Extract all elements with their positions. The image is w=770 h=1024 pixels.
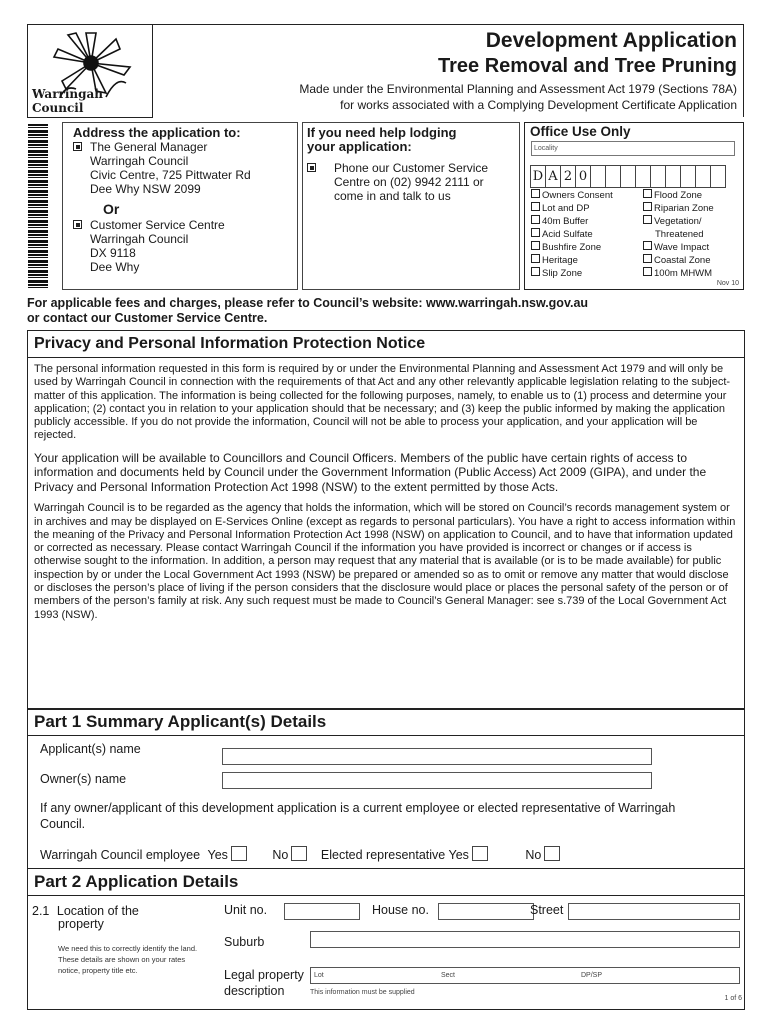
office-checkbox[interactable] (643, 254, 652, 263)
address-line: Dee Why NSW 2099 (90, 182, 201, 196)
office-check-label: Coastal Zone (654, 255, 711, 266)
address-line: Customer Service Centre (90, 218, 225, 232)
da-cell[interactable] (695, 165, 710, 188)
office-heading: Office Use Only (530, 124, 631, 139)
location-label-line: Location of the (56, 904, 139, 918)
part2-heading: Part 2 Application Details (28, 869, 744, 896)
office-check-label: Riparian Zone (654, 203, 714, 214)
help-heading-line: your application: (307, 139, 412, 154)
employee-yes-checkbox[interactable] (231, 846, 247, 861)
office-check-item (531, 202, 613, 215)
location-note: We need this to correctly identify the land. These details are shown on your rates notice, property title etc. (58, 944, 198, 975)
help-heading (303, 123, 519, 154)
part2-section (27, 868, 745, 1010)
dpsp-label: DP/SP (581, 972, 603, 979)
form-title: Development Application (485, 29, 737, 52)
applicant-name-input[interactable] (222, 748, 652, 765)
street-input[interactable] (568, 903, 740, 920)
bullet-icon (307, 163, 316, 172)
house-label: House no. (372, 903, 429, 917)
employee-no-checkbox[interactable] (291, 846, 307, 861)
legal-label-line: Legal property (224, 968, 304, 982)
office-check-label: Slip Zone (542, 268, 583, 279)
privacy-paragraph-1: The personal information requested in this form is required by or under the Environmental Planning and Assessment Act 1979 and will only be used by Warringah Council in connection with the requirements of that Act and any other relevantly applicable legislation relating to the subject-matter of this application. The information is being collected for the following purposes, namely, to enable us to (1) process and determine your application; (2) contact you in relation to your application should that be necessary; and (3) keep the public informed by making the application publicly accessible. If you do not provide the information, Council will not be able to process your application, and your application will be rejected. (34, 363, 731, 442)
form-version: Nov 10 (716, 280, 739, 287)
sect-label: Sect (441, 972, 456, 979)
elected-label: Elected representative Yes (320, 848, 469, 862)
office-check-item (643, 228, 714, 241)
help-body (307, 161, 488, 203)
da-cell[interactable] (605, 165, 620, 188)
privacy-section (27, 330, 745, 710)
help-heading-line: If you need help lodging (307, 125, 457, 140)
council-name: Warringah Council (32, 87, 104, 115)
suburb-input[interactable] (310, 931, 740, 948)
da-cell[interactable]: D (530, 165, 545, 188)
title-block (151, 24, 744, 117)
unit-label: Unit no. (224, 903, 268, 917)
fees-note (27, 296, 588, 326)
applicant-label: Applicant(s) name (40, 742, 141, 756)
part1-heading: Part 1 Summary Applicant(s) Details (28, 708, 744, 736)
office-check-item (643, 189, 714, 202)
da-cell[interactable] (710, 165, 726, 188)
office-check-label: Threatened (655, 229, 704, 240)
office-checkbox[interactable] (531, 215, 540, 224)
form-subtitle: Tree Removal and Tree Pruning (438, 55, 737, 77)
office-checkbox[interactable] (643, 189, 652, 198)
legal-description-input[interactable] (310, 967, 740, 984)
da-cell[interactable] (665, 165, 680, 188)
da-cell[interactable] (680, 165, 695, 188)
office-check-item (643, 267, 714, 280)
help-line: Phone our Customer Service (334, 161, 489, 175)
supplied-note: This information must be supplied (310, 989, 415, 996)
locality-field[interactable]: Locality (531, 141, 735, 156)
office-checks-left (531, 189, 613, 280)
office-checkbox[interactable] (643, 241, 652, 250)
office-checkbox[interactable] (531, 189, 540, 198)
office-check-item (643, 202, 714, 215)
unit-input[interactable] (284, 903, 360, 920)
or-label: Or (103, 201, 120, 217)
office-checkbox[interactable] (531, 254, 540, 263)
office-checkbox[interactable] (531, 267, 540, 276)
house-input[interactable] (438, 903, 534, 920)
address-box (62, 122, 298, 290)
office-check-label: Vegetation/ (654, 216, 702, 227)
location-label-line: property (58, 917, 104, 931)
employee-label: Warringah Council employee (40, 848, 201, 862)
da-number-field[interactable] (530, 165, 726, 188)
employee-question: If any owner/applicant of this development application is a current employee or elected representative of Warringah Council. (40, 801, 676, 831)
fees-line-2: or contact our Customer Service Centre. (27, 311, 268, 325)
office-check-label: Flood Zone (654, 190, 703, 201)
office-check-item (531, 215, 613, 228)
office-check-item (643, 254, 714, 267)
address-line: Dee Why (90, 260, 140, 274)
location-label (32, 905, 139, 931)
legislation-note (299, 81, 737, 113)
office-checkbox[interactable] (643, 202, 652, 211)
suburb-label: Suburb (224, 935, 265, 949)
barcode (28, 124, 48, 288)
elected-yes-checkbox[interactable] (472, 846, 488, 861)
address-item-2 (73, 218, 225, 274)
address-line: Warringah Council (90, 154, 189, 168)
office-checkbox[interactable] (531, 241, 540, 250)
address-line: The General Manager (90, 140, 208, 154)
da-cell[interactable] (590, 165, 605, 188)
no-label: No (525, 848, 542, 862)
office-checkbox[interactable] (643, 215, 652, 224)
address-line: Civic Centre, 725 Pittwater Rd (90, 168, 251, 182)
fees-line-1: For applicable fees and charges, please refer to Council’s website: www.warringah.nsw.gov.au (27, 296, 589, 310)
address-item-1 (73, 140, 251, 196)
office-checkbox[interactable] (531, 202, 540, 211)
legal-description-label (224, 967, 304, 999)
help-box (302, 122, 520, 290)
office-check-label: Owners Consent (542, 190, 613, 201)
page-number: 1 of 6 (724, 995, 742, 1002)
legislation-line-2: for works associated with a Complying Development Certificate Application (340, 98, 737, 112)
office-checkbox[interactable] (531, 228, 540, 237)
office-checks-right (643, 189, 714, 280)
address-line: DX 9118 (90, 246, 136, 260)
office-check-label: Wave Impact (654, 242, 710, 253)
privacy-heading: Privacy and Personal Information Protection Notice (28, 331, 744, 358)
da-cell[interactable]: 2 (560, 165, 575, 188)
part1-section (27, 708, 745, 869)
bullet-icon (73, 220, 82, 229)
yes-label: Yes (207, 848, 228, 862)
bullet-icon (73, 142, 82, 151)
owner-label: Owner(s) name (40, 772, 127, 786)
office-check-item (531, 189, 613, 202)
privacy-paragraph-2: Your application will be available to Councillors and Council Officers. Members of the public have certain rights of access to information and documents held by Council under the Government Information (Public Access) Act 2009 (GIPA), and under the Privacy and Personal Information Protection Act 1998 (NSW) to the extent permitted by those Acts. (34, 450, 707, 494)
lot-label: Lot (314, 972, 324, 979)
street-label: Street (530, 903, 564, 917)
legislation-line-1: Made under the Environmental Planning and Assessment Act 1979 (Sections 78A) (299, 82, 737, 96)
address-line: Warringah Council (90, 232, 189, 246)
office-check-item (531, 228, 613, 241)
office-check-item (531, 241, 613, 254)
office-check-label: Acid Sulfate (542, 229, 593, 240)
office-use-box (524, 122, 744, 290)
office-check-item (531, 267, 613, 280)
da-cell[interactable]: 0 (575, 165, 590, 188)
address-heading: Address the application to: (73, 125, 241, 140)
help-line: come in and talk to us (334, 189, 451, 203)
office-checkbox[interactable] (643, 267, 652, 276)
item-number: 2.1 (32, 904, 50, 918)
elected-no-checkbox[interactable] (544, 846, 560, 861)
council-logo (27, 24, 153, 118)
help-line: Centre on (02) 9942 2111 or (334, 175, 484, 189)
no-label: No (272, 848, 289, 862)
da-cell[interactable] (620, 165, 635, 188)
office-check-item (531, 254, 613, 267)
da-cell[interactable]: A (545, 165, 560, 188)
legal-label-line: description (224, 984, 285, 998)
privacy-paragraph-3: Warringah Council is to be regarded as the agency that holds the information, which will be stored on Council’s records management system or in archives and may be displayed on E-Services Online (except as regards to personal particulars). You have a right to access information within the meaning of the Privacy and Personal Information Protection Act 1998 (NSW) on application to Council, and to have that information updated or corrected as necessary. Please contact Warringah Council if the information you have provided is incorrect or changes or if access is otherwise sought to the information. In addition, a person may request that any material that is available (or is to be made available) for public inspection by or under the Local Government Act 1993 (NSW) be prepared or amended so as to omit or remove any matter that would disclose or discloses the person’s place of living if the person considers that the disclosure would place or places the personal safety of the person or of members of the person’s family at risk. Any such request must be made to Council’s General Manager: see s.739 of the Local Government Act 1993 (NSW). (34, 502, 736, 621)
office-check-item (643, 241, 714, 254)
owner-name-input[interactable] (222, 772, 652, 789)
office-check-label: Heritage (542, 255, 578, 266)
office-check-label: Lot and DP (542, 203, 590, 214)
office-check-label: 100m MHWM (654, 268, 713, 279)
employee-row (40, 846, 560, 862)
office-check-item (643, 215, 714, 228)
da-cell[interactable] (650, 165, 665, 188)
da-cell[interactable] (635, 165, 650, 188)
office-check-label: 40m Buffer (542, 216, 589, 227)
office-check-label: Bushfire Zone (542, 242, 602, 253)
